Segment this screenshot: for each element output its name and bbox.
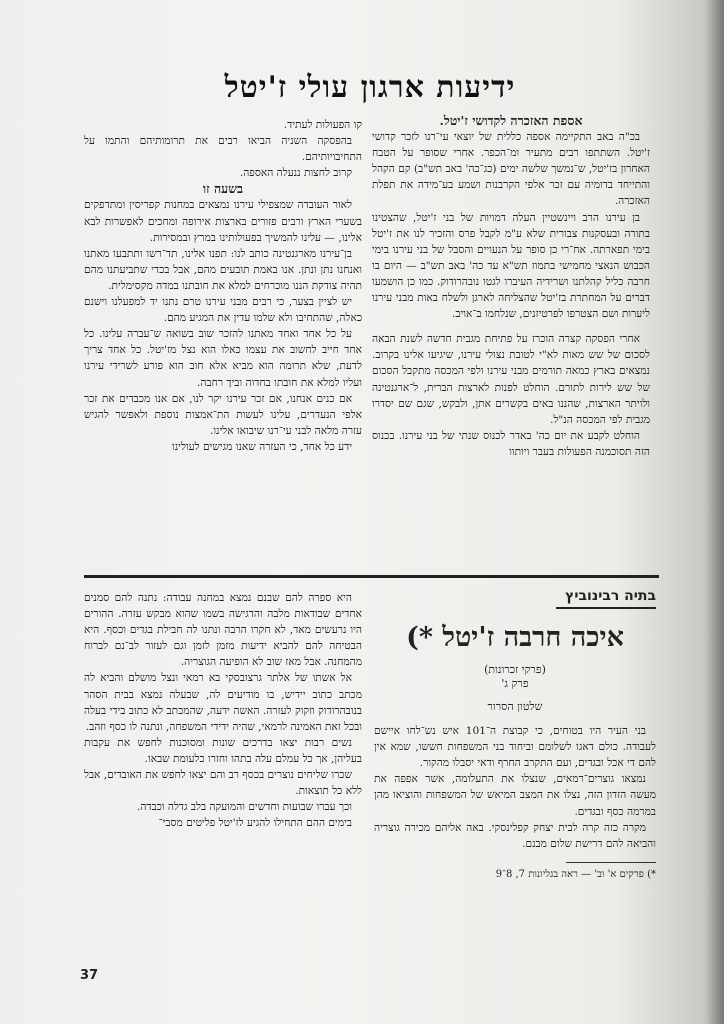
paragraph: מקרה כזה קרה לבית יצחק קפלינסקי. באה אליהם מכירה גוצריה והביאה להם דרישת שלום מבנם.: [374, 821, 656, 850]
paragraph: אל אשתו של אלתר גרצובסקי בא רמאי ונצל מושלם והביא לה מכתב כתוב יידיש, בו מודיעים לה, שבעלה נמצא בבית הסהר בנובהרודוק וזקוק לעזרה. האשה ידעה, שהמכתב לא כתוב בידי בעלה ובכל זאת האמינה לרמאי, שהיה ידידי המשפחה, ונתנה לו כסף וזהב.: [84, 672, 362, 733]
column-top-left: [84, 117, 362, 559]
author-underline: [556, 607, 656, 609]
paragraph: בהפסקה השניה הביאו רבים את תרומותיהם והתמו על התחיבויותיהם.: [84, 135, 362, 164]
page-number: 37: [80, 968, 99, 983]
paragraph: אם כנים אנחנו, אם זכר עירנו יקר לנו, אם אנו מכבדים את זכר אלפי הנעדרים, עלינו לעשות הת־אמצות נוספת ולאפשר להגיש עזרה מלאה לבני עי־רנו שיבואו אלינו.: [84, 392, 362, 437]
paragraph: הוחלט לקבע את יום כה' באדר לכנוס שנתי של בני עירנו. בכנוס הזה תסוכמנה הפעולות בעבר ויותוו: [372, 429, 650, 458]
section-subheading: בשעה זו: [202, 181, 244, 197]
chapter-label: פרק ג': [501, 677, 529, 691]
paragraph: נשים רבות יצאו בדרכים שונות ומסוכנות לחפש את עקבות בעליהן, אך כל עמלם עלה בתהו וחזרו כלעומת שבאו.: [84, 736, 362, 765]
column-bottom-right: [374, 588, 656, 968]
article-heading: אספת האזכרה לקדושי ז'יטל.: [439, 113, 583, 128]
author-name: בתיה רבינוביץ: [565, 588, 656, 604]
column-top-right: [372, 113, 650, 557]
paragraph: וכך עברו שבועות וחדשים והמועקה בלב גדלה וכבדה.: [136, 801, 352, 814]
footnote: *) פרקים א' וב' — ראה בגליונות 7, 8־9: [495, 868, 656, 880]
paragraph: קו הפעולות לעתיד.: [283, 119, 362, 131]
story-subtitle: (פרקי זכרונות): [484, 663, 546, 677]
paragraph: בן עירנו הרב ויינשטיין העלה דמויות של בני ז'יטל, שהצטינו בתורה ובעסקנות צבורית שלא ע"מ לקבל פרס והזכיר לנו את ז'יטל בימי תפארתה. אח־רי כן סופר על הנעויים והסבל של בני עירנו בימי הכבוש הנאצי מחמישי בתמוז תש"א עד כה' באב תש"ב — היום בו חרבה כליל קהלתנו ושרידיה העיברו לגטו נובהרודוק. כמו כן הושמעו דברים על המחתרת בז'יטל שהצליחה לארגן ולשלח באות מבני עירנו ליערות ושם הצטרפו לפרטיזנים, שנלחמו ב־אויב.: [372, 211, 650, 321]
paragraph: בכ"ה באב התקיימה אספה כללית של יוצאי עי־רנו לזכר קדושי ז'יטל. השתתפו רבים מתעיר ומ־הכפר. אחרי שסופר על הטבח האחרון בז'יטל, ש־נמשך שלשה ימים (כג־כה' באב תש"ב) קם הקהל והתייחד בדומיה עם זכר אלפי הקרבנות ושמע בע־מידה את תפלת האזכרה.: [372, 131, 650, 208]
paragraph: בימים ההם התחילו להגיע לז'יטל פליטים מסבי־: [158, 817, 352, 830]
paragraph: בני העיר היו בטוחים, כי קבוצת ה־101 איש נש־לחו איישם לעבודה. כולם דאגו לשלומם וביחוד בני המשפחות חששו, שמא אין להם די אכל ובגדים, ועם התקרב החרף ודאי יסבלו מהקור.: [374, 725, 656, 770]
paragraph: שכרו שליחים נוצרים בכסף רב והם יצאו לחפש את האובדים, אבל ללא כל תוצאות.: [83, 769, 362, 798]
column-bottom-left: [84, 590, 362, 960]
paragraph: אחרי הפסקה קצרה הוכרז על פתיחת מגבית חדשה לשנת הבאה לסכום של שש מאות לא"י לטובת נצולי עירנו, שיגיעו אלינו בקרוב. נמצאים בארץ כמאה תורמים מבני עירנו ולפי המכסה מתקבל הסכום של שש לירות לתורם. הוחלט לפנות לארצות הברית, ל־ארגנטינה ולויתר הארצות, שהננו באים בקשרים אתן, ולבקש, שגם שם יסדרו מגבית לפי המכסה הנ"ל.: [372, 333, 650, 426]
page-title: ידיעות ארגון עולי ז'יטל: [224, 70, 516, 105]
paragraph: בן־עירנו מארגנטינה כותב לנו: תפנו אלינו, תד־רשו ותתבעו מאתנו ואנחנו נתן ונתן. אנו באמת תובעים מהם, אבל בכדי שתביעתנו מהם תהיה צודקת הננו מוכרחים למלא את חובתנו במדה מקסימלית.: [84, 247, 362, 292]
paragraph: לאור העובדה שמצפילי עירנו נמצאים במחנות קפריסין ומתדפקים בשערי הארץ ורבים פזורים בארצות אירופה ומחכים לאפשרות לבא אלינו, — עלינו להמשיך בפעולותינו במרץ ובמסירות.: [84, 199, 362, 244]
footnote-divider: [566, 862, 656, 863]
page-edge-shadow: [706, 0, 724, 1024]
paragraph: היא ספרה להם שבנם נמצא במחנה עבודה: נתנה להם סמנים אחדים שבודאות מלבה והדגישה בשמו שהוא מבקש עזרה. ההורים היו נרעשים מאד, לא חקרו הרבה ונתנו לה חבילת בגדים וכסף. היא הבטיחה להם להביא ידיעות מזמן לזמן וגם לעזור לב־נם לברוח מהמחנה. אבל מאז שוב לא הופיעה הגוצריה.: [84, 592, 362, 669]
story-title: איכה חרבה ז'יטל *): [406, 622, 624, 654]
section-heading: שלטון הסרור: [487, 700, 543, 714]
paragraph: יש לציין בצער, כי רבים מבני עירנו טרם נתנו יד למפעלנו וישנם כאלה, שהתחיבו ולא שלמו עדין את המגיע מהם.: [84, 296, 362, 325]
paragraph: ידע כל אחד, כי העזרה שאנו מגישים לעולינו: [172, 440, 352, 453]
paragraph: על כל אחד ואחד מאתנו להזכר שוב בשואה ש־עברה עלינו. כל אחד חייב לחשוב את עצמו כאלו הוא נצל מז'יטל. כל אחד צריך לדעת, שלא תרומה הוא מביא אלא חוב הוא פורע לשרידי עירנו ועליו למלא את חובתו בחדוה ובידַ רחבה.: [84, 328, 362, 389]
paragraph: קרוב לחצות ננעלה האספה.: [239, 167, 352, 180]
section-divider: [84, 575, 659, 578]
paragraph: נמצאו גוצרים־רמאים, שנצלו את התעלומה, אשר אפפה את מעשה הזדון הזה, נצלו את המצב המיאש של המשפחות והוציאו מהן במרמה כסף ובגדים.: [374, 773, 656, 818]
